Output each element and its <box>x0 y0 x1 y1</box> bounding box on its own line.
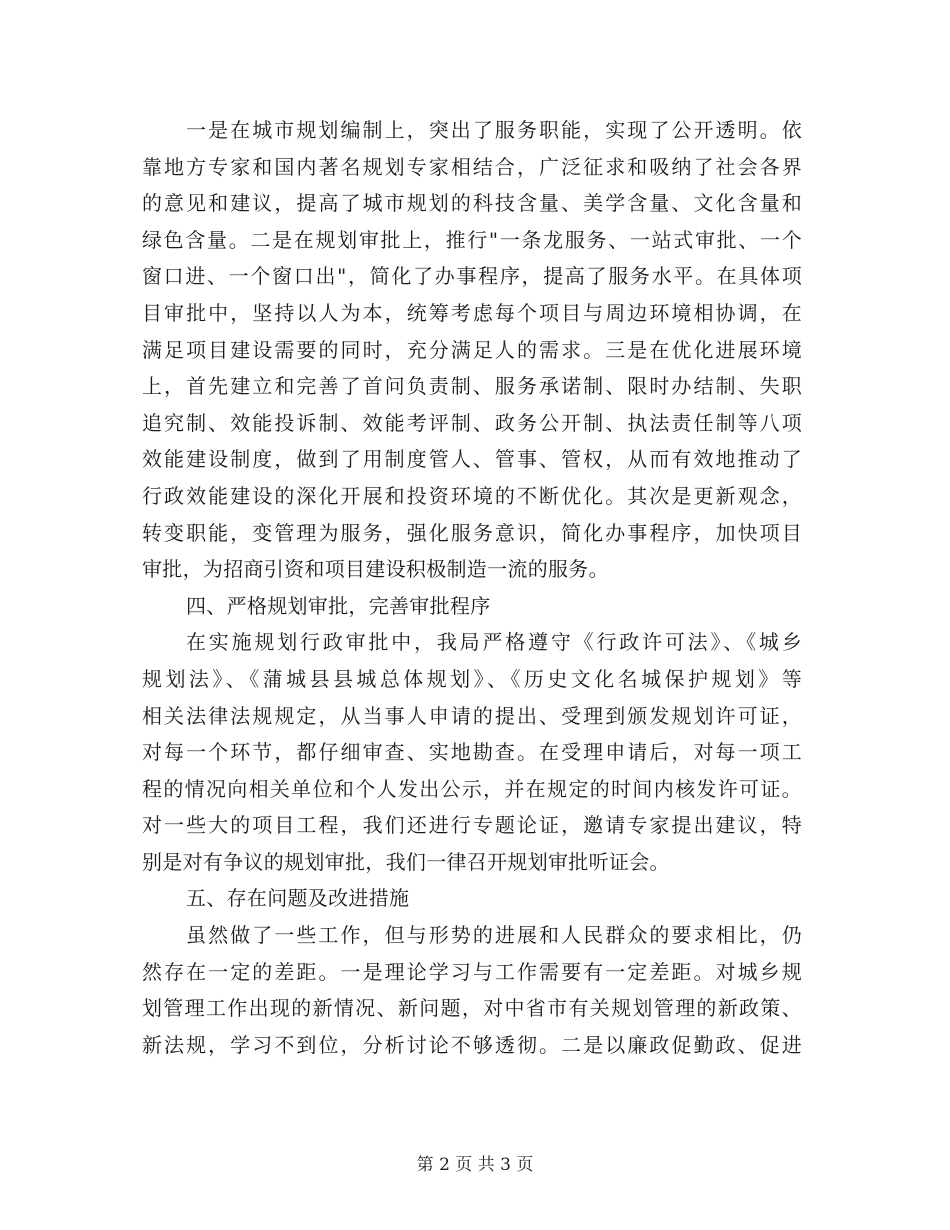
text-line: 别是对有争议的规划审批，我们一律召开规划审批听证会。 <box>142 849 670 874</box>
text-line: 对一些大的项目工程，我们还进行专题论证，邀请专家提出建议，特 <box>142 813 802 838</box>
text-line: 靠地方专家和国内著名规划专家相结合，广泛征求和吸纳了社会各界 <box>142 154 802 179</box>
text-line: 上，首先建立和完善了首问负责制、服务承诺制、限时办结制、失职 <box>142 374 802 399</box>
text-line: 绿色含量。二是在规划审批上，推行"一条龙服务、一站式审批、一个 <box>142 227 802 252</box>
text-line: 转变职能，变管理为服务，强化服务意识，简化办事程序，加快项目 <box>142 520 802 545</box>
text-line: 虽然做了一些工作，但与形势的进展和人民群众的要求相比，仍 <box>186 923 802 948</box>
text-line: 效能建设制度，做到了用制度管人、管事、管权，从而有效地推动了 <box>142 447 802 472</box>
text-line: 程的情况向相关单位和个人发出公示，并在规定的时间内核发许可证。 <box>142 776 802 801</box>
text-line: 窗口进、一个窗口出"，简化了办事程序，提高了服务水平。在具体项 <box>142 264 802 289</box>
text-line: 一是在城市规划编制上，突出了服务职能，实现了公开透明。依 <box>186 118 802 142</box>
text-line: 审批，为招商引资和项目建设积极制造一流的服务。 <box>142 557 609 582</box>
text-line: 然存在一定的差距。一是理论学习与工作需要有一定差距。对城乡规 <box>142 959 802 984</box>
text-line: 新法规，学习不到位，分析讨论不够透彻。二是以廉政促勤政、促进 <box>142 1032 802 1057</box>
page-footer: 第 2 页 共 3 页 <box>416 1155 534 1175</box>
text-line: 行政效能建设的深化开展和投资环境的不断优化。其次是更新观念， <box>142 483 802 508</box>
text-line: 目审批中，坚持以人为本，统筹考虑每个项目与周边环境相协调，在 <box>142 300 802 325</box>
text-line: 五、存在问题及改进措施 <box>186 886 410 911</box>
text-line: 相关法律法规规定，从当事人申请的提出、受理到颁发规划许可证， <box>142 703 802 728</box>
text-line: 的意见和建议，提高了城市规划的科技含量、美学含量、文化含量和 <box>142 191 802 216</box>
text-line: 划管理工作出现的新情况、新问题，对中省市有关规划管理的新政策、 <box>142 996 802 1021</box>
document-body <box>142 112 802 1063</box>
text-line: 四、严格规划审批，完善审批程序 <box>186 593 491 618</box>
text-line: 规划法》、《蒲城县县城总体规划》、《历史文化名城保护规划》等 <box>142 666 802 691</box>
text-line: 对每一个环节，都仔细审查、实地勘查。在受理申请后，对每一项工 <box>142 740 802 765</box>
text-line: 满足项目建设需要的同时，充分满足人的需求。三是在优化进展环境 <box>142 337 802 362</box>
text-line: 在实施规划行政审批中，我局严格遵守《行政许可法》、《城乡 <box>186 630 802 655</box>
text-line: 追究制、效能投诉制、效能考评制、政务公开制、执法责任制等八项 <box>142 410 802 435</box>
